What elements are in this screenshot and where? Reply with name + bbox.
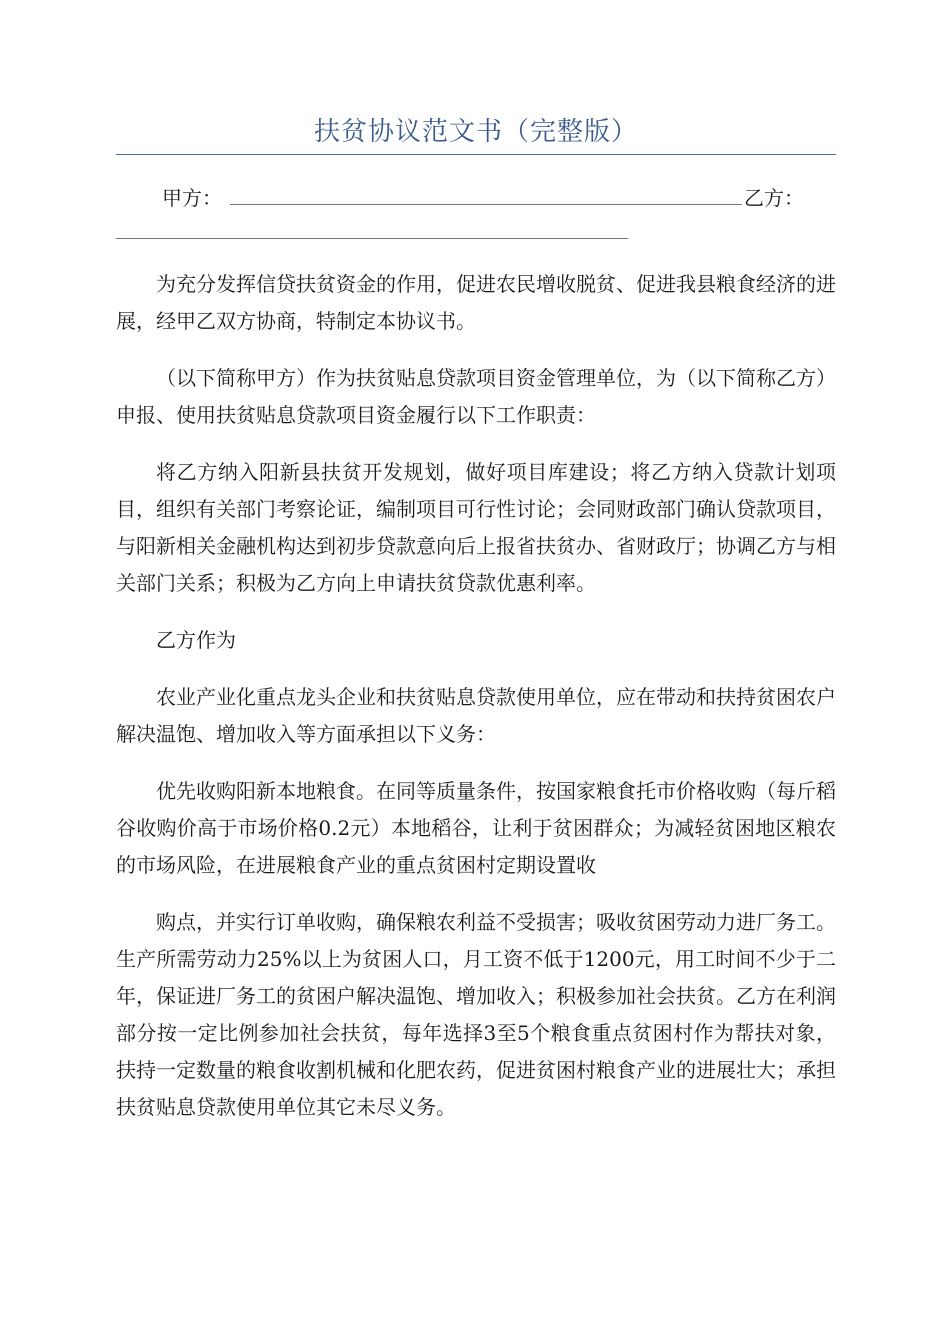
document-title: 扶贫协议范文书（完整版） xyxy=(313,117,638,147)
party-b-blank-line xyxy=(116,238,628,239)
paragraph-obligations: 购点，并实行订单收购，确保粮农利益不受损害；吸收贫困劳动力进厂务工。生产所需劳动力25%以上为贫困人口，月工资不低于1200元，用工时间不少于二年，保证进厂务工的贫困户解决温饱、增加收入；积极参加社会扶贫。乙方在利润部分按一定比例参加社会扶贫，每年选择3至5个粮食重点贫困村作为帮扶对象，扶持一定数量的粮食收割机械和化肥农药，促进贫困村粮食产业的进展壮大；承担扶贫贴息贷款使用单位其它未尽义务。 xyxy=(116,910,836,1119)
document-body xyxy=(116,266,836,1146)
paragraph-party-a-role: （以下简称甲方）作为扶贫贴息贷款项目资金管理单位，为（以下简称乙方）申报、使用扶贫贴息贷款项目资金履行以下工作职责： xyxy=(116,366,836,427)
party-b-label: 乙方： xyxy=(744,186,804,210)
paragraph-grain-purchase: 优先收购阳新本地粮食。在同等质量条件，按国家粮食托市价格收购（每斤稻谷收购价高于市场价格0.2元）本地稻谷，让利于贫困群众；为减轻贫困地区粮农的市场风险，在进展粮食产业的重点贫困村定期设置收 xyxy=(116,779,836,877)
party-a-label: 甲方： xyxy=(162,186,222,210)
paragraph-purpose: 为充分发挥信贷扶贫资金的作用，促进农民增收脱贫、促进我县粮食经济的进展，经甲乙双方协商，特制定本协议书。 xyxy=(116,272,836,333)
paragraph-party-a-duties: 将乙方纳入阳新县扶贫开发规划，做好项目库建设；将乙方纳入贷款计划项目，组织有关部门考察论证，编制项目可行性讨论；会同财政部门确认贷款项目，与阳新相关金融机构达到初步贷款意向后上报省扶贫办、省财政厅；协调乙方与相关部门关系；积极为乙方向上申请扶贫贷款优惠利率。 xyxy=(116,460,836,595)
title-underline xyxy=(116,154,836,155)
paragraph-party-b-role: 农业产业化重点龙头企业和扶贫贴息贷款使用单位，应在带动和扶持贫困农户解决温饱、增加收入等方面承担以下义务： xyxy=(116,685,836,746)
paragraph-party-b-heading: 乙方作为 xyxy=(156,628,236,652)
party-a-blank-line xyxy=(230,204,742,205)
